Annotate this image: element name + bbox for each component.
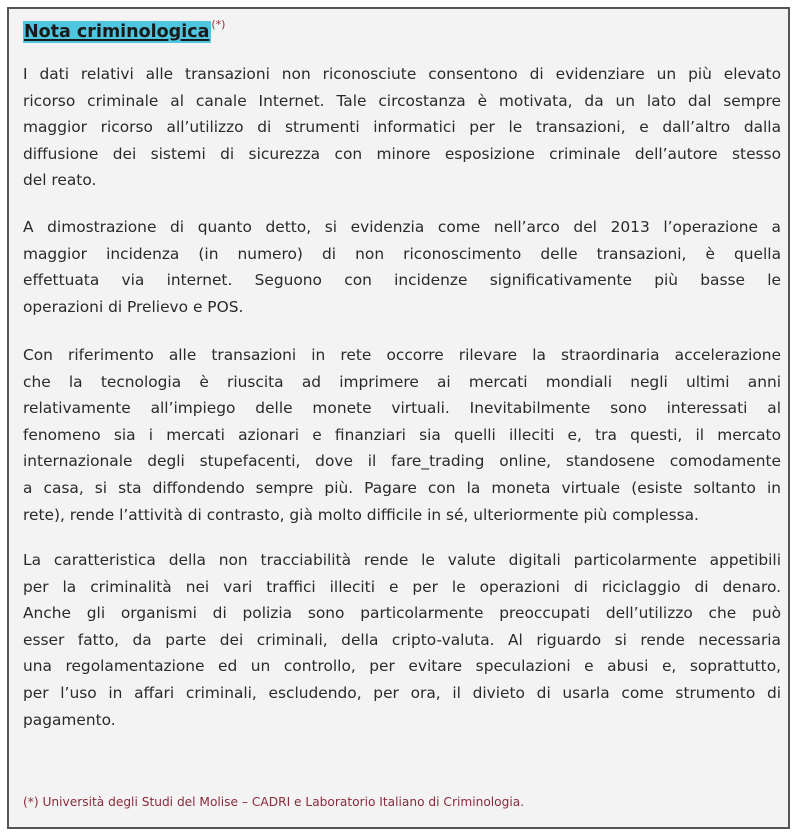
paragraph-line: maggior ricorso all’utilizzo di strumenti informatici per le transazioni, e dall’altro dalla [23,118,781,137]
paragraph-line: per la criminalità nei vari traffici illeciti e per le operazioni di riciclaggio di denaro. [23,577,781,596]
paragraph-line: operazioni di Prelievo e POS. [23,297,244,316]
paragraph-line: Anche gli organismi di polizia sono particolarmente preoccupati dell’utilizzo che può [23,604,781,623]
paragraph-2 [23,214,781,320]
paragraph-line: maggior incidenza (in numero) di non riconoscimento delle transazioni, è quella [23,244,781,263]
paragraph-line: per l’uso in affari criminali, escludendo, per ora, il divieto di usarla come strumento di [23,683,781,702]
paragraph-line: a casa, si sta diffondendo sempre più. Pagare con la moneta virtuale (esiste soltanto in [23,478,781,497]
paragraph-line: pagamento. [23,710,116,729]
paragraph-4 [23,547,781,733]
paragraph-line: Con riferimento alle transazioni in rete occorre rilevare la straordinaria accelerazione [23,346,781,364]
paragraph-line: del reato. [23,171,97,190]
paragraph-line: esser fatto, da parte dei criminali, della cripto-valuta. Al riguardo si rende necessaria [23,630,781,649]
paragraph-3 [23,342,781,528]
note-box [7,7,790,829]
paragraph-line: I dati relativi alle transazioni non riconosciute consentono di evidenziare un più elevato [23,65,781,83]
paragraph-line: fenomeno sia i mercati azionari e finanziari sia quelli illeciti e, tra questi, il mercato [23,425,781,444]
title-footnote-marker: (*) [211,18,226,31]
paragraph-line: diffusione dei sistemi di sicurezza con minore esposizione criminale dell’autore stesso [23,144,781,163]
paragraph-line: che la tecnologia è riuscita ad imprimere ai mercati mondiali negli ultimi anni [23,372,781,391]
paragraph-line: internazionale degli stupefacenti, dove il fare_trading online, standosene comodamente [23,452,781,471]
paragraph-line: relativamente all’impiego delle monete virtuali. Inevitabilmente sono interessati al [23,399,781,418]
paragraph-line: una regolamentazione ed un controllo, per evitare speculazioni e abusi e, soprattutto, [23,657,781,676]
paragraph-1 [23,61,781,194]
title-row [23,18,226,43]
note-title: Nota criminologica [24,22,210,42]
paragraph-line: A dimostrazione di quanto detto, si evidenzia come nell’arco del 2013 l’operazione a [23,218,781,236]
footnote: (*) Università degli Studi del Molise – CADRI e Laboratorio Italiano di Criminologia. [23,795,525,809]
paragraph-line: rete), rende l’attività di contrasto, già molto difficile in sé, ulteriormente più complessa. [23,505,699,524]
paragraph-line: ricorso criminale al canale Internet. Tale circostanza è motivata, da un lato dal sempre [23,91,781,110]
paragraph-line: effettuata via internet. Seguono con incidenze significativamente più basse le [23,271,781,290]
paragraph-line: La caratteristica della non tracciabilità rende le valute digitali particolarmente appetibili [23,551,781,569]
